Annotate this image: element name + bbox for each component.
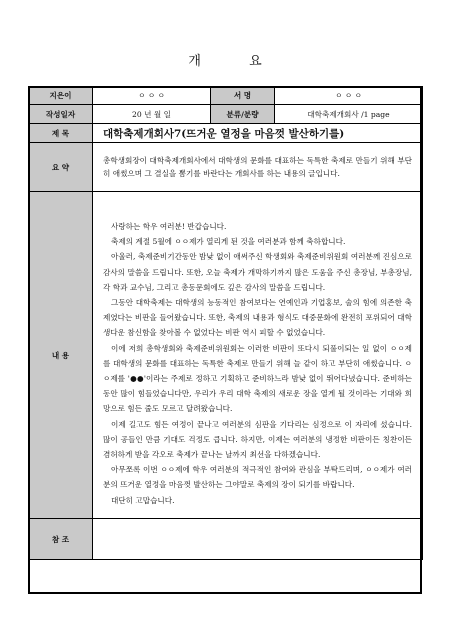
content-paragraph: 사랑하는 학우 여러분! 반갑습니다. <box>111 222 227 231</box>
author-value: ㅇ ㅇ ㅇ <box>93 87 211 105</box>
name-value: ㅇ ㅇ ㅇ <box>275 87 423 105</box>
summary-label: 요 약 <box>29 143 93 192</box>
content-paragraph: 이에 저희 총학생회와 축제준비위원회는 이러한 비판이 또다시 되풀이되는 일 없이 ㅇㅇ제를 대학생의 문화를 대표하는 독특한 축제로 만들기 위해 늘 같이 하고 부단히 애썼습니다. ㅇㅇ제를 '●●'이라는 주제로 정하고 기획하고 준비하느라 밤낮 없이 뛰어다녔습니다. 준비하는 동안 많이 힘들었습니다만, 우리가 우리 대학 축제의 새로운 장을 열게 될 것이라는 기대와 희망으로 힘든 줄도 모르고 달려왔습니다. <box>103 343 412 414</box>
content-paragraph: 이제 길고도 힘든 여정이 끝나고 여러분의 심판을 기다리는 심정으로 이 자리에 섰습니다. 많이 공들인 만큼 기대도 걱정도 큽니다. 하지만, 이제는 여러분의 냉정한 비판이든 칭찬이든 겸허하게 받을 각오로 축제가 끝나는 날까지 최선을 다하겠습니다. <box>103 419 412 460</box>
subject-label: 제 목 <box>29 124 93 143</box>
category-label: 분류/분량 <box>211 105 275 124</box>
summary-text: 총학생회장이 대학축제개회사에서 대학생의 문화를 대표하는 독특한 축제로 만들기 위해 부단히 애썼으며 그 결실을 뽐기를 바란다는 개회사를 하는 내용의 글입니다. <box>93 143 423 192</box>
subject-value: 대학축제개회사7(뜨거운 열정을 마음껏 발산하기를) <box>93 124 423 143</box>
content-paragraph: 대단히 고맙습니다. <box>111 495 175 505</box>
content-paragraph: 축제의 계절 5월에 ㅇㅇ제가 열리게 된 것을 여러분과 함께 축하합니다. <box>111 237 346 247</box>
date-value: 20 년 월 일 <box>93 105 211 124</box>
content-paragraph: 아무쪼록 이번 ㅇㅇ제에 학우 여러분의 적극적인 참여와 관심을 부탁드리며, ㅇㅇ제가 여러분의 뜨거운 열정을 마음껏 발산하는 그야말로 축제의 장이 되기를 바랍니다. <box>103 465 412 490</box>
page-title: 개 요 <box>188 54 284 69</box>
content-paragraph: 그동안 대학축제는 대학생의 능동적인 참여보다는 연예인과 기업홍보, 술의 힘에 의존한 축제였다는 비판을 들어왔습니다. 또한, 축제의 내용과 형식도 대중문화에 완전히 포위되어 대학생다운 참신함을 찾아볼 수 없었다는 비판 역시 피할 수 없었습니다. <box>103 298 412 338</box>
table-outer-border <box>28 86 422 594</box>
name-label: 서 명 <box>211 87 275 105</box>
date-label: 작성일자 <box>29 105 93 124</box>
content-paragraph: 아울러, 축제준비기간동안 밤낮 없이 애써주신 학생회와 축제준비위원회 여러분께 진심으로 감사의 말씀을 드립니다. 또한, 오늘 축제가 개막하기까지 많은 도움을 주신 총장님, 부총장님, 각 학과 교수님, 그리고 총동문회에도 깊은 감사의 말씀을 드립니다. <box>103 252 412 292</box>
category-value: 대학축제개회사 /1 page <box>275 105 423 124</box>
content-label: 내 용 <box>29 192 93 519</box>
author-label: 지은이 <box>29 87 93 105</box>
reference-label: 참 조 <box>29 519 93 560</box>
